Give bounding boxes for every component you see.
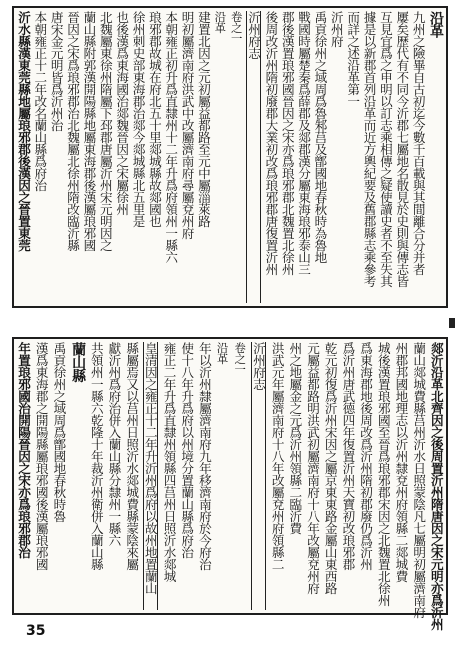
lower-text-column: 蘭山縣 xyxy=(70,342,87,383)
upper-text-columns xyxy=(17,11,443,303)
lower-text-column: 沿革 xyxy=(215,342,230,364)
upper-text-column: 沂州府志 xyxy=(246,11,261,303)
upper-text-column: 唐宋金元明皆爲沂州治 xyxy=(48,11,64,131)
lower-text-column: 漢爲東海郡之開陽縣屬琅邪國後漢屬琅邪國 xyxy=(33,342,49,570)
lower-text-column: 元屬益都路明洪武初屬濟南府十八年改屬兗州府 xyxy=(305,342,320,594)
lower-text-column: 郯沂沿革北齊因之後周置沂州隋唐因之宋元明亦爲沂州 xyxy=(428,342,444,630)
lower-text-column: 洪武元年屬濟南府十八年改屬兗州府領縣二 xyxy=(269,342,285,570)
upper-text-column: 沿革 xyxy=(213,11,228,33)
upper-text-column: 琅邪郡故城在府北五十里郯城縣故郯國也 xyxy=(146,11,162,227)
upper-text-column: 沂水縣漢東莞縣地屬琅邪郡後漢因之晉置東莞 xyxy=(16,11,31,251)
lower-text-column: 卷之一 xyxy=(233,342,248,375)
upper-text-column: 據是以新郡首列沿革而近方輿紀要及舊郡縣志乘參考 xyxy=(361,11,377,287)
upper-text-column: 後周改沂州隋初廢郡大業初改爲琅邪郡唐復置沂州 xyxy=(263,11,279,275)
upper-text-column: 沂州府 xyxy=(328,11,344,47)
upper-text-column: 禹貢徐州之域周爲魯邾莒及鄫國地春秋時為魯地 xyxy=(312,11,328,263)
upper-text-column: 建置北因之元初屬益都路至元中屬淄萊路 xyxy=(195,11,211,227)
lower-text-column: 年以沂州隸屬濟南府九年移濟南府於今府治 xyxy=(196,342,212,570)
upper-text-column: 沿革 xyxy=(427,11,444,38)
lower-text-column: 乾元初復爲沂州宋因之屬京東東路金屬山東西路 xyxy=(322,342,338,594)
upper-text-column: 徐州刺史部東海郡治郯今郯城縣北五里是 xyxy=(130,11,146,227)
upper-text-column: 北魏屬東徐州隋屬下邳郡唐屬沂州宋元明因之 xyxy=(97,11,113,251)
upper-text-column: 蘭山縣附郭漢開陽縣地屬東海郡後漢屬琅邪國 xyxy=(81,11,97,251)
lower-text-column: 州郡邦國地理志以沂州隸兗州府領縣二郯城費 xyxy=(393,342,409,582)
upper-text-column: 郡後漢置琅邪國晉因之宋亦爲琅邪郡北魏置北徐州 xyxy=(279,11,295,275)
upper-text-column: 也後漢爲東海國治郯魏晉因之宋屬徐州 xyxy=(114,11,130,215)
lower-text-column: 爲東海郡地後周改爲沂州隋初郡廢仍爲沂州 xyxy=(358,342,374,570)
upper-text-column: 卷之一 xyxy=(229,11,244,44)
lower-folio xyxy=(12,337,448,630)
lower-text-column: 城後漢置琅邪國至晉爲琅邪郡宋因之北魏置北徐州 xyxy=(375,342,391,606)
crop-mark xyxy=(449,318,455,328)
upper-text-column: 屢矣歷代有不同今沂郡七屬地名散見於史則與傳志皆 xyxy=(394,11,410,287)
upper-text-column: 晉因之宋爲琅邪郡治北魏屬北徐州隋改臨沂縣 xyxy=(65,11,81,251)
upper-text-column: 戰國時屬楚秦爲薛郡及郯郡漢分屬東海琅邪泰山三 xyxy=(296,11,312,275)
upper-folio xyxy=(12,6,448,308)
lower-text-column: 皇清因之雍正十二年升沂州爲府以故州地置蘭山 xyxy=(143,342,158,610)
lower-text-column: 共領州一縣六乾隆十年裁沂州衛併入蘭山縣 xyxy=(88,342,104,570)
page-number: 35 xyxy=(26,623,46,639)
upper-text-column: 而詳之述沿革第一 xyxy=(345,11,361,107)
lower-text-column: 沂州府志 xyxy=(251,342,266,610)
upper-text-column: 本朝雍正十二年改名蘭山縣爲府治 xyxy=(32,11,48,191)
upper-text-column: 互見宜爲之申明以訂志乘相傳之疑使讀史者不至失其 xyxy=(377,11,393,287)
upper-text-column: 九州之險畢自古初迄今數千百載與其間離合分并者 xyxy=(410,11,426,275)
lower-text-column: 年置琅邪國治開陽晉因之宋亦爲琅邪郡治 xyxy=(16,342,31,558)
upper-text-column: 本朝雍正初升爲直隸州十二年升爲府領州一縣六 xyxy=(163,11,179,263)
lower-text-columns xyxy=(16,342,444,630)
lower-text-column: 雍正二年升爲直隸州領縣四莒州日照沂水郯城 xyxy=(161,342,177,582)
lower-text-column: 州之地屬金之元爲沂州領縣二臨沂費 xyxy=(287,342,303,534)
lower-text-column: 使十八年升爲府以州境分置蘭山縣爲府治 xyxy=(179,342,195,558)
lower-text-column: 縣屬焉又以莒州日照沂水郯城費縣蒙陰來屬 xyxy=(124,342,140,570)
lower-text-column: 蘭山郯城費縣莒州沂水日照蒙陰凡七屬明初屬濟南府 xyxy=(411,342,427,618)
upper-text-column: 明初屬濟南府洪武中改屬濟南府尋屬兗州府 xyxy=(179,11,195,239)
lower-text-column: 獻沂州爲府治併入蘭山縣分隸州一縣六 xyxy=(106,342,122,546)
lower-text-column: 爲沂州唐武德四年復置沂州天寶初改琅邪郡 xyxy=(340,342,356,570)
lower-text-column: 禹貢徐州之域周爲鄫國地春秋時魯 xyxy=(51,342,67,522)
